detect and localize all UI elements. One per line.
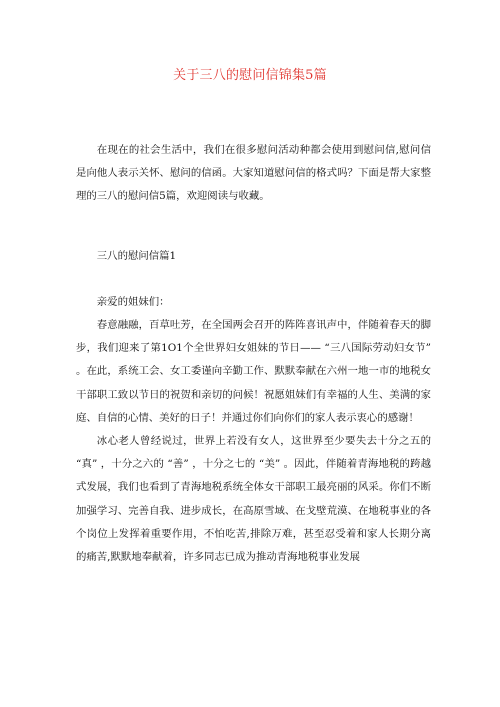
section-heading: 三八的慰问信篇1 (96, 249, 177, 262)
salutation: 亲爱的姐妹们： (96, 295, 170, 308)
intro-paragraph: 在现在的社会生活中，我们在很多慰问活动种都会使用到慰问信,慰问信是向他人表示关怀、慰问的信函。大家知道慰问信的格式吗？下面是帮大家整理的三八的慰问信5篇，欢迎阅读与收藏。 (76, 144, 431, 203)
body-paragraph-1: 春意融融，百草吐芳，在全国两会召开的阵阵喜讯声中，伴随着春天的脚步，我们迎来了第1O1个全世界妇女姐妹的节日—— “三八国际劳动妇女节” 。在此，系统工会、女工委谨向辛勤工作、默默奉献在六州一地一市的地税女干部职工致以节日的祝贺和亲切的问候！祝愿姐妹们有幸福的人生、美满的家庭、自信的心情、美好的日子！并通过你们向你们的家人表示衷心的感谢！ (76, 319, 431, 424)
document-title: 关于三八的慰问信锦集5篇 (173, 68, 327, 83)
body-paragraph-2: 冰心老人曾经说过，世界上若没有女人，这世界至少要失去十分之五的 “真” ，十分之六的 “善” ，十分之七的 “美” 。因此，伴随着青海地税的跨越式发展，我们也看到了青海地税系统全体女干部职工最亮丽的风采。你们不断加强学习、完善自我、进步成长，在高原雪域、在戈壁荒漠、在地税事业的各个岗位上发挥着重要作用，不怕吃苦,排除万难，甚至忍受着和家人长期分离的痛苦,默默地奉献着，许多同志已成为推动青海地税事业发展 (76, 435, 431, 564)
document-body (76, 139, 431, 569)
